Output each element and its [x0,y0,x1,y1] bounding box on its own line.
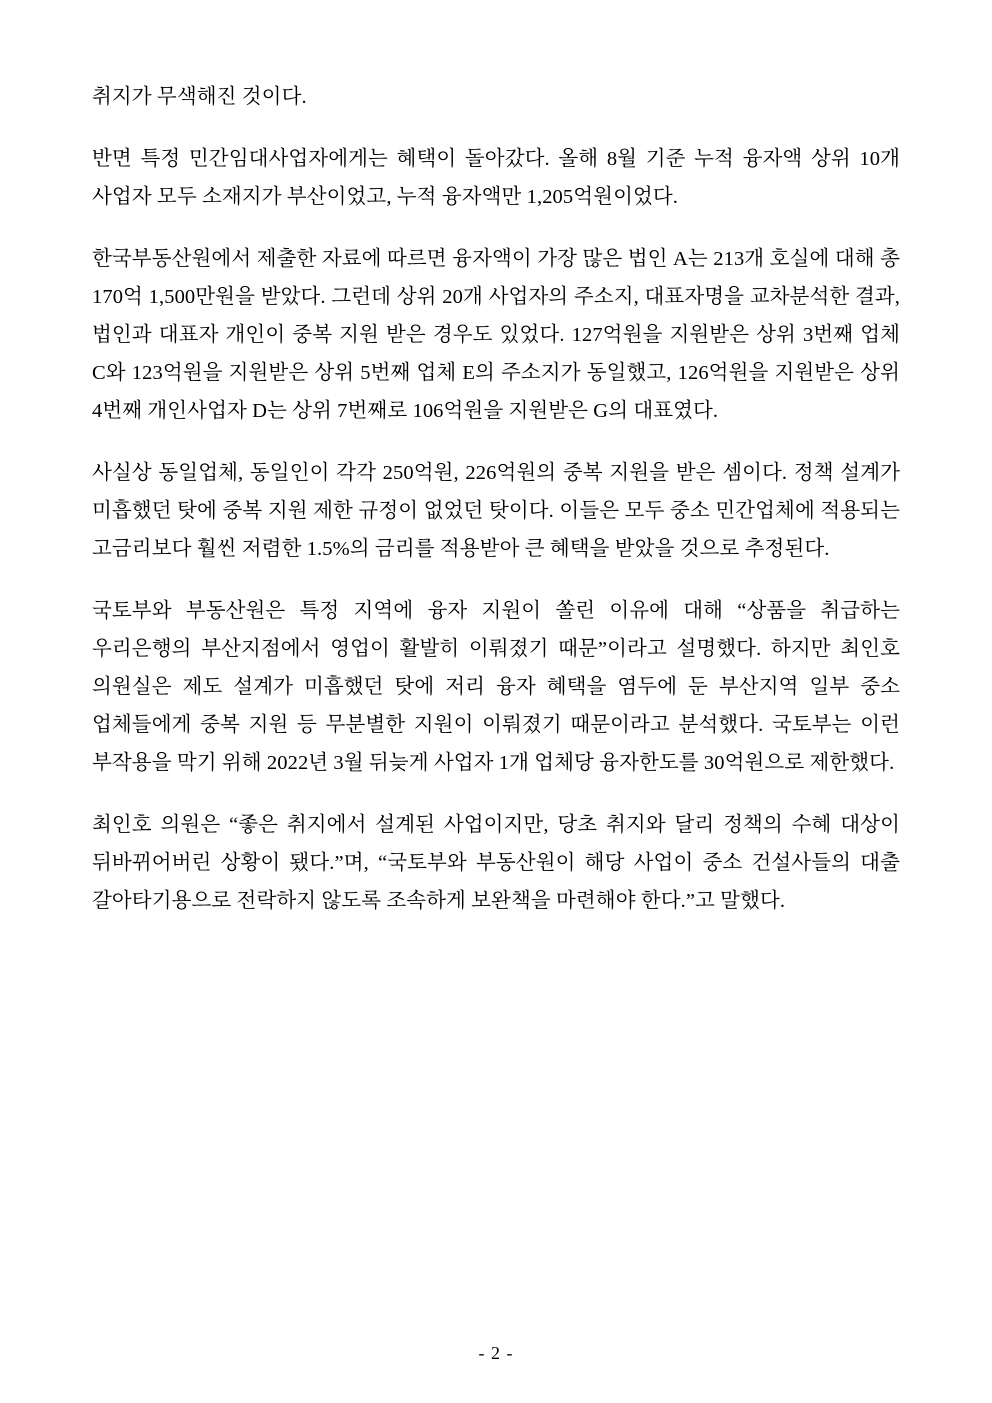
paragraph-3: 한국부동산원에서 제출한 자료에 따르면 융자액이 가장 많은 법인 A는 213개 호실에 대해 총 170억 1,500만원을 받았다. 그런데 상위 20개 사업자의 주소지, 대표자명을 교차분석한 결과, 법인과 대표자 개인이 중복 지원 받은 경우도 있었다. 127억원을 지원받은 상위 3번째 업체 C와 123억원을 지원받은 상위 5번째 업체 E의 주소지가 동일했고, 126억원을 지원받은 상위 4번째 개인사업자 D는 상위 7번째로 106억원을 지원받은 G의 대표였다. [92,248,900,422]
paragraph-4: 사실상 동일업체, 동일인이 각각 250억원, 226억원의 중복 지원을 받은 셈이다. 정책 설계가 미흡했던 탓에 중복 지원 제한 규정이 없었던 탓이다. 이들은 모두 중소 민간업체에 적용되는 고금리보다 훨씬 저렴한 1.5%의 금리를 적용받아 큰 혜택을 받았을 것으로 추정된다. [92,462,900,560]
paragraph-5: 국토부와 부동산원은 특정 지역에 융자 지원이 쏠린 이유에 대해 “상품을 취급하는 우리은행의 부산지점에서 영업이 활발히 이뤄졌기 때문”이라고 설명했다. 하지만 최인호 의원실은 제도 설계가 미흡했던 탓에 저리 융자 혜택을 염두에 둔 부산지역 일부 중소 업체들에게 중복 지원 등 무분별한 지원이 이뤄졌기 때문이라고 분석했다. 국토부는 이런 부작용을 막기 위해 2022년 3월 뒤늦게 사업자 1개 업체당 융자한도를 30억원으로 제한했다. [92,600,900,774]
paragraph-1: 취지가 무색해진 것이다. [92,86,307,108]
document-body [92,78,900,920]
paragraph-6: 최인호 의원은 “좋은 취지에서 설계된 사업이지만, 당초 취지와 달리 정책의 수혜 대상이 뒤바뀌어버린 상황이 됐다.”며, “국토부와 부동산원이 해당 사업이 중소 건설사들의 대출 갈아타기용으로 전락하지 않도록 조속하게 보완책을 마련해야 한다.”고 말했다. [92,814,900,912]
page-number: - 2 - [478,1343,514,1363]
paragraph-2: 반면 특정 민간임대사업자에게는 혜택이 돌아갔다. 올해 8월 기준 누적 융자액 상위 10개 사업자 모두 소재지가 부산이었고, 누적 융자액만 1,205억원이었다. [92,148,900,208]
